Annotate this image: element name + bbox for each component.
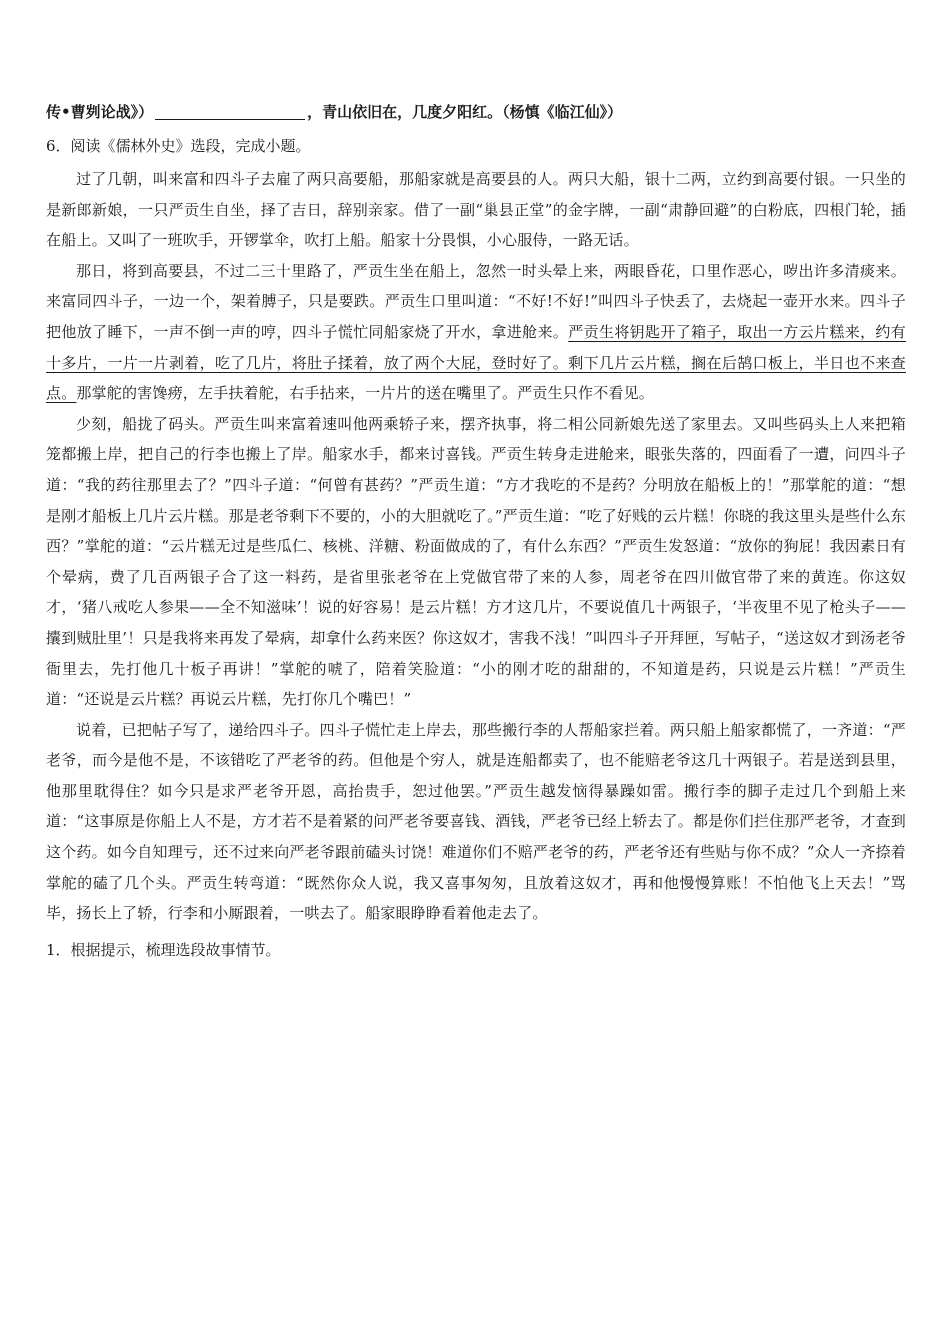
question-6-heading: 6．阅读《儒林外史》选段，完成小题。 xyxy=(46,137,311,155)
passage-paragraph-2 xyxy=(46,256,906,409)
line1-prefix: 传•曹刿论战》） xyxy=(46,103,154,121)
subquestion-1: 1．根据提示，梳理选段故事情节。 xyxy=(46,940,281,959)
underlined-sentence: 严贡生将钥匙开了箱子，取出一方云片糕来，约有十多片，一片一片剥着，吃了几片，将肚子揉着，放了两个大屁，登时好了。剩下几片云片糕，搁在后鹄口板上，半日也不来查点。 xyxy=(46,322,906,403)
paragraph-2-text-after: 那掌舵的害馋痨，左手扶着舵，右手拈来，一片片的送在嘴里了。严贡生只作不看见。 xyxy=(76,384,655,403)
passage-paragraph-3: 少刻，船拢了码头。严贡生叫来富着速叫他两乘轿子来，摆齐执事，将二相公同新娘先送了家里去。又叫些码头上人来把箱笼都搬上岸，把自己的行李也搬上了岸。船家水手，都来讨喜钱。严贡生转身走进舱来，眼张失落的，四面看了一遭，问四斗子道：“我的药往那里去了？”四斗子道：“何曾有甚药？”严贡生道：“方才我吃的不是药？分明放在船板上的！”那掌舵的道：“想是刚才船板上几片云片糕。那是老爷剩下不要的，小的大胆就吃了。”严贡生道：“吃了好贱的云片糕！你晓的我这里头是些什么东西？”掌舵的道：“云片糕无过是些瓜仁、核桃、洋糖、粉面做成的了，有什么东西？”严贡生发怒道：“放你的狗屁！我因素日有个晕病，费了几百两银子合了这一料药，是省里张老爷在上党做官带了来的人参，周老爷在四川做官带了来的黄连。你这奴才，‘猪八戒吃人参果——全不知滋味’！说的好容易！是云片糕！方才这几片，不要说值几十两银子，‘半夜里不见了枪头子——攮到贼肚里’！只是我将来再发了晕病，却拿什么药来医？你这奴才，害我不浅！”叫四斗子开拜匣，写帖子，“送这奴才到汤老爷衙里去，先打他几十板子再讲！”掌舵的唬了，陪着笑脸道：“小的刚才吃的甜甜的，不知道是药，只说是云片糕！”严贡生道：“还说是云片糕？再说云片糕，先打你几个嘴巴！” xyxy=(46,414,906,709)
paragraph-2-text-before: 那日，将到高要县，不过二三十里路了，严贡生坐在船上，忽然一时头晕上来，两眼昏花，口里作恶心，哕出许多清痰来。来富同四斗子，一边一个，架着膊子，只是要跌。严贡生口里叫道：“不好!不好!”叫四斗子快丢了，去烧起一壶开水来。四斗子把他放了睡下，一声不倒一声的哼，四斗子慌忙同船家烧了开水，拿进舱来。 xyxy=(46,261,906,341)
passage-paragraph-4: 说着，已把帖子写了，递给四斗子。四斗子慌忙走上岸去，那些搬行李的人帮船家拦着。两只船上船家都慌了，一齐道：“严老爷，而今是他不是，不该错吃了严老爷的药。但他是个穷人，就是连船都卖了，也不能赔老爷这几十两银子。若是送到县里，他那里耽得住？如今只是求严老爷开恩，高抬贵手，恕过他罢。”严贡生越发恼得暴躁如雷。搬行李的脚子走过几个到船上来道：“这事原是你船上人不是，方才若不是着紧的问严老爷要喜钱、酒钱，严老爷已经上轿去了。都是你们拦住那严老爷，才查到这个药。如今自知理亏，还不过来向严老爷跟前磕头讨饶！难道你们不赔严老爷的药，严老爷还有些贴与你不成？”众人一齐捺着掌舵的磕了几个头。严贡生转弯道：“既然你众人说，我又喜事匆匆，且放着这奴才，再和他慢慢算账！不怕他飞上天去！”骂毕，扬长上了轿，行李和小厮跟着，一哄去了。船家眼睁睁看着他走去了。 xyxy=(46,720,906,923)
line1-suffix: ，青山依旧在，几度夕阳红。（杨慎《临江仙》） xyxy=(307,103,623,121)
passage xyxy=(46,164,906,929)
answer-blank[interactable] xyxy=(155,103,305,120)
fill-in-blank-line xyxy=(46,92,906,132)
passage-paragraph-1: 过了几朝，叫来富和四斗子去雇了两只高要船，那船家就是高要县的人。两只大船，银十二两，立约到高要付银。一只坐的是新郎新娘，一只严贡生自坐，择了吉日，辞别亲家。借了一副“巢县正堂”的金字牌，一副“肃静回避”的白粉底，四根门轮，插在船上。又叫了一班吹手，开锣掌伞，吹打上船。船家十分畏惧，小心服侍，一路无话。 xyxy=(46,170,906,250)
